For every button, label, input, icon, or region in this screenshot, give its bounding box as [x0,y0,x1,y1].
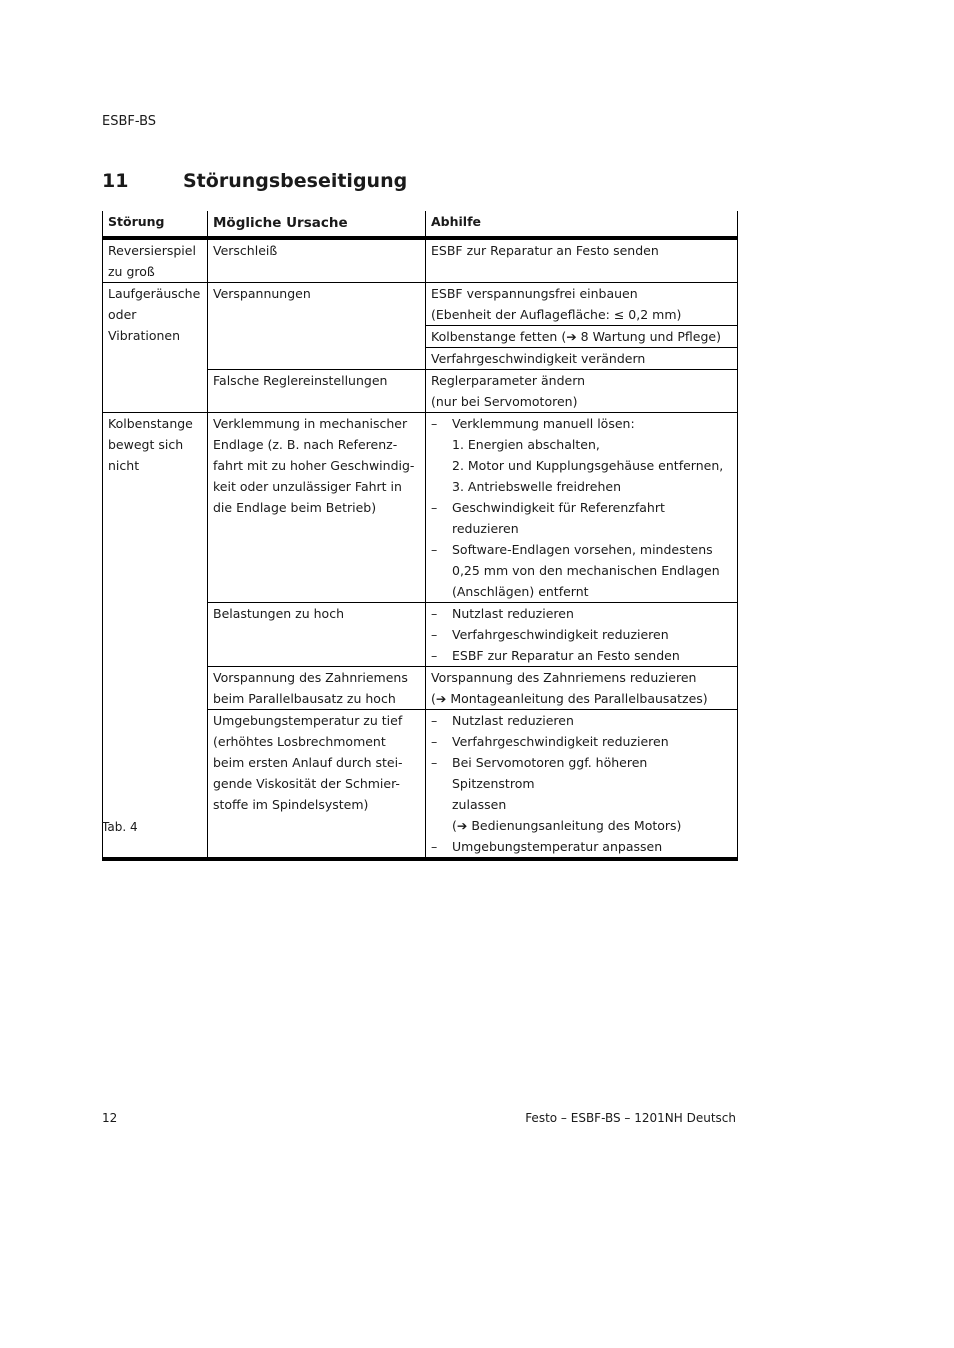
remedy-cell [426,283,738,326]
column-header-remedy: Abhilfe [426,211,738,238]
list-item [431,413,732,497]
remedy-text: ESBF verspannungsfrei einbauen [431,286,638,301]
cause-cell [208,413,426,603]
remedy-step: 2. Motor und Kupplungsgehäuse entfernen, [452,458,724,473]
dash-bullet: – [431,416,438,431]
remedy-text: Kolbenstange fetten ( [431,329,567,344]
cause-text: Falsche Reglereinstellungen [213,373,388,388]
dash-bullet: – [431,542,438,557]
remedy-cell [426,238,738,283]
cause-text: Belastungen zu hoch [213,606,344,621]
arrow-right-icon: ➔ [456,818,468,833]
remedy-step: 3. Antriebswelle freidrehen [452,479,622,494]
remedy-text: (Anschlägen) entfernt [452,584,589,599]
cause-text: Endlage (z. B. nach Referenz- [213,437,398,452]
section-title: Störungsbeseitigung [183,170,408,192]
remedy-text: Bei Servomotoren ggf. höheren Spitzenstrom [452,755,648,791]
list-item [431,710,732,731]
cause-cell [208,238,426,283]
fault-text: zu groß [108,264,155,279]
remedy-cell [426,326,738,348]
cause-cell [208,603,426,667]
section-number: 11 [102,170,129,192]
remedy-text: ( [431,691,436,706]
cause-text: gende Viskosität der Schmier- [213,776,400,791]
cause-cell [208,667,426,710]
list-item [431,836,732,857]
remedy-text: ( [452,818,457,833]
dash-bullet: – [431,500,438,515]
arrow-right-icon: ➔ [566,329,577,344]
fault-text: nicht [108,458,140,473]
cause-text: Vorspannung des Zahnriemens [213,670,408,685]
list-item [431,603,732,624]
remedy-list [431,603,732,666]
cause-text: beim Parallelbausatz zu hoch [213,691,396,706]
table-row [103,283,738,326]
remedy-text: 0,25 mm von den mechanischen Endlagen [452,563,720,578]
troubleshooting-table [102,211,738,861]
remedy-cell [426,348,738,370]
cause-text: Verschleiß [213,243,278,258]
remedy-text: Montageanleitung des Parallelbausatzes) [446,691,708,706]
list-item [431,539,732,602]
cause-text: die Endlage beim Betrieb) [213,500,377,515]
remedy-cell [426,667,738,710]
remedy-text: 8 Wartung und Pflege) [576,329,721,344]
remedy-text: ESBF zur Reparatur an Festo senden [452,648,680,663]
remedy-reference [452,815,732,836]
table-row [103,238,738,283]
dash-bullet: – [431,839,438,854]
list-item [431,497,732,539]
arrow-right-icon: ➔ [435,691,447,706]
remedy-cell [426,370,738,413]
cause-text: (erhöhtes Losbrechmoment [213,734,386,749]
remedy-list [431,413,732,602]
remedy-text: Nutzlast reduzieren [452,713,574,728]
remedy-cell [426,710,738,860]
remedy-text: Verklemmung manuell lösen: [452,416,635,431]
list-item [431,624,732,645]
remedy-text: Umgebungstemperatur anpassen [452,839,663,854]
remedy-cell [426,603,738,667]
remedy-text: Bedienungsanleitung des Motors) [467,818,682,833]
list-item [431,752,732,836]
remedy-text: (nur bei Servomotoren) [431,394,578,409]
cause-text: keit oder unzulässiger Fahrt in [213,479,402,494]
cause-text: beim ersten Anlauf durch stei- [213,755,403,770]
list-item [431,645,732,666]
remedy-reference [431,688,732,709]
fault-text: Vibrationen [108,328,181,343]
dash-bullet: – [431,713,438,728]
table-row [103,413,738,603]
remedy-step: 1. Energien abschalten, [452,437,600,452]
list-item [431,731,732,752]
remedy-text: Reglerparameter ändern [431,373,586,388]
remedy-text: Nutzlast reduzieren [452,606,574,621]
fault-text: Laufgeräusche [108,286,201,301]
table-header-row [103,211,738,238]
remedy-text: zulassen [452,797,507,812]
footer-doc-info: Festo – ESBF-BS – 1201NH Deutsch [525,1111,736,1125]
remedy-text: (Ebenheit der Auflagefläche: ≤ 0,2 mm) [431,307,682,322]
fault-cell [103,238,208,283]
cause-text: Verspannungen [213,286,311,301]
remedy-text: Verfahrgeschwindigkeit reduzieren [452,627,669,642]
column-header-cause: Mögliche Ursache [208,211,426,238]
remedy-list [431,710,732,857]
fault-text: Kolbenstange [108,416,193,431]
cause-text: stoffe im Spindelsystem) [213,797,369,812]
dash-bullet: – [431,606,438,621]
fault-cell [103,413,208,860]
fault-text: Reversierspiel [108,243,196,258]
remedy-text: Verfahrgeschwindigkeit reduzieren [452,734,669,749]
remedy-text: Vorspannung des Zahnriemens reduzieren [431,670,697,685]
cause-cell [208,283,426,370]
cause-cell [208,710,426,860]
fault-text: oder [108,307,137,322]
dash-bullet: – [431,627,438,642]
remedy-text: ESBF zur Reparatur an Festo senden [431,243,659,258]
remedy-text: Geschwindigkeit für Referenzfahrt reduzieren [452,500,665,536]
cause-cell [208,370,426,413]
dash-bullet: – [431,734,438,749]
remedy-text: Software-Endlagen vorsehen, mindestens [452,542,713,557]
cause-text: Verklemmung in mechanischer [213,416,408,431]
page-number: 12 [102,1111,118,1125]
cause-text: fahrt mit zu hoher Geschwindig- [213,458,415,473]
dash-bullet: – [431,648,438,663]
column-header-fault: Störung [103,211,208,238]
cause-text: Umgebungstemperatur zu tief [213,713,403,728]
document-code: ESBF-BS [102,114,157,129]
fault-text: bewegt sich [108,437,184,452]
fault-cell [103,283,208,413]
dash-bullet: – [431,755,438,770]
table-caption: Tab. 4 [102,820,138,834]
remedy-text: Verfahrgeschwindigkeit verändern [431,351,646,366]
remedy-cell [426,413,738,603]
